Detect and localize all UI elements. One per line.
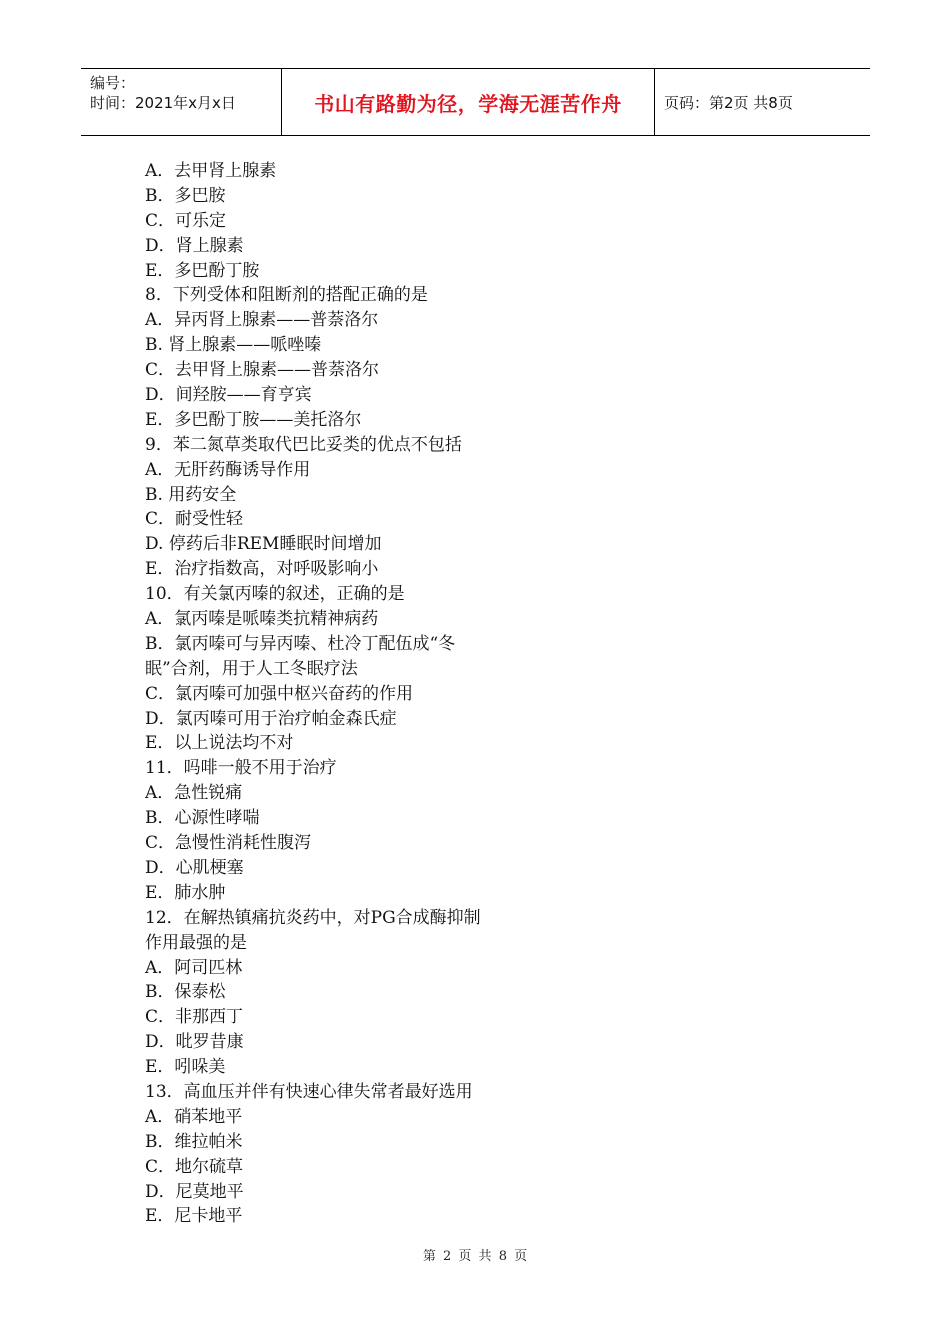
text-line: D．肾上腺素 [145, 235, 244, 256]
text-line: 11．吗啡一般不用于治疗 [145, 758, 337, 779]
text-line: B. 用药安全 [145, 484, 237, 505]
text-line: B．氯丙嗪可与异丙嗪、杜冷丁配伍成“冬 [145, 633, 456, 654]
text-line: B. 肾上腺素——哌唑嗪 [145, 335, 322, 356]
text-line: D．间羟胺——育亨宾 [145, 385, 312, 406]
text-line: E．多巴酚丁胺 [145, 260, 260, 281]
text-line: E．肺水肿 [145, 882, 226, 903]
text-line: B．心源性哮喘 [145, 808, 260, 829]
text-line: C．氯丙嗪可加强中枢兴奋药的作用 [145, 683, 414, 704]
text-line: C．可乐定 [145, 210, 227, 231]
text-line: D．尼莫地平 [145, 1181, 244, 1202]
text-line: A．氯丙嗪是哌嗪类抗精神病药 [145, 609, 379, 630]
document-number-label: 编号： [90, 74, 136, 92]
text-line: D．氯丙嗪可用于治疗帕金森氏症 [145, 708, 397, 729]
text-line: E．多巴酚丁胺——美托洛尔 [145, 409, 362, 430]
text-line: C．非那西丁 [145, 1007, 244, 1028]
text-line: 8．下列受体和阻断剂的搭配正确的是 [145, 285, 428, 306]
header-meta [81, 69, 282, 135]
text-line: A．异丙肾上腺素——普萘洛尔 [145, 310, 379, 331]
text-line: A．阿司匹林 [145, 957, 243, 978]
text-line: C．耐受性轻 [145, 509, 244, 530]
text-line: B．保泰松 [145, 982, 226, 1003]
text-line: 作用最强的是 [145, 932, 247, 953]
text-line: B．维拉帕米 [145, 1131, 243, 1152]
text-line: B．多巴胺 [145, 185, 226, 206]
text-line: A．急性锐痛 [145, 783, 243, 804]
text-line: E．治疗指数高，对呼吸影响小 [145, 559, 379, 580]
text-line: 眠”合剂，用于人工冬眠疗法 [145, 658, 358, 679]
text-line: E．以上说法均不对 [145, 733, 294, 754]
text-line: 13．高血压并伴有快速心律失常者最好选用 [145, 1081, 473, 1102]
text-line: C．急慢性消耗性腹泻 [145, 833, 312, 854]
text-line: 9．苯二氮草类取代巴比妥类的优点不包括 [145, 434, 462, 455]
text-line: E．吲哚美 [145, 1057, 226, 1078]
header-page-info: 页码：第2页 共8页 [664, 93, 793, 112]
text-line: E．尼卡地平 [145, 1206, 243, 1227]
text-line: C．地尔硫草 [145, 1156, 244, 1177]
header-motto: 书山有路勤为径，学海无涯苦作舟 [282, 69, 655, 135]
text-line: D. 停药后非REM睡眠时间增加 [145, 534, 382, 555]
text-line: 10．有关氯丙嗪的叙述，正确的是 [145, 584, 405, 605]
text-line: A．无肝药酶诱导作用 [145, 459, 311, 480]
page-footer: 第 2 页 共 8 页 [422, 1249, 528, 1264]
text-line: D．吡罗昔康 [145, 1032, 244, 1053]
text-line: D．心肌梗塞 [145, 857, 244, 878]
question-list [145, 159, 545, 1229]
text-line: A．硝苯地平 [145, 1106, 243, 1127]
text-line: 12．在解热镇痛抗炎药中，对PG合成酶抑制 [145, 907, 481, 928]
document-date: 时间：2021年x月x日 [90, 94, 236, 112]
text-line: C．去甲肾上腺素——普萘洛尔 [145, 360, 380, 381]
text-line: A．去甲肾上腺素 [145, 161, 277, 181]
page-header [81, 68, 870, 136]
